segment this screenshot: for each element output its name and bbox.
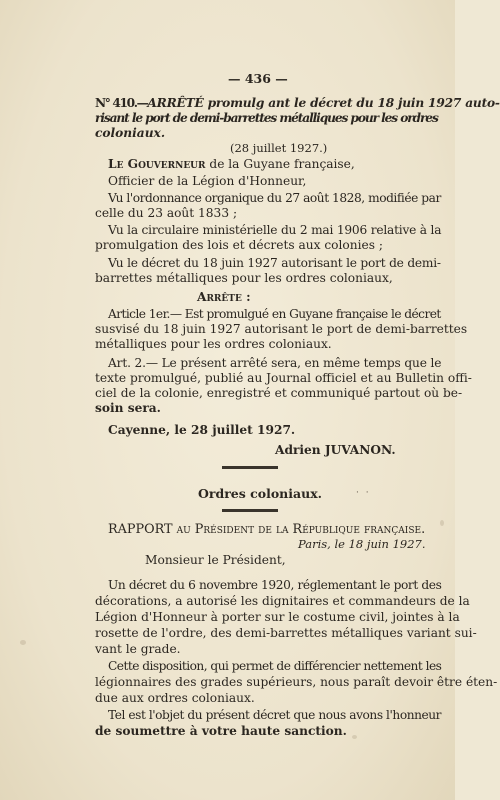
governor-label: Le Gouverneur <box>108 157 206 171</box>
paragraph-1-line-4: rosette de l'ordre, des demi-barrettes métalliques variant sui- <box>95 626 477 640</box>
salutation: Monsieur le Président, <box>145 553 286 567</box>
article-2-line-4: soin sera. <box>95 401 161 415</box>
paragraph-2-line-1: Cette disposition, qui permet de différencier nettement les <box>108 659 442 673</box>
page-number: — 436 — <box>228 71 288 86</box>
arrete-heading-line-3: coloniaux. <box>95 126 166 140</box>
vu-2-line-1: Vu la circulaire ministérielle du 2 mai 1906 relative à la <box>108 223 442 237</box>
paragraph-1-line-2: décorations, a autorisé les dignitaires et commandeurs de la <box>95 594 470 608</box>
paragraph-1-line-1: Un décret du 6 novembre 1920, réglementant le port des <box>108 578 442 592</box>
governor-line <box>108 157 355 172</box>
vu-3-line-1: Vu le décret du 18 juin 1927 autorisant le port de demi- <box>108 256 441 270</box>
separator-rule-2 <box>222 509 278 512</box>
arrete-heading-line-2: risant le port de demi-barrettes métalliques pour les ordres <box>95 111 438 125</box>
article-1-line-3: métalliques pour les ordres coloniaux. <box>95 337 332 351</box>
governor-rest: de la Guyane française, <box>209 157 355 171</box>
arrete-title-start: ARRÊTÉ promulg ant le décret du 18 juin 1927 auto- <box>147 96 500 110</box>
arrete-date: (28 juillet 1927.) <box>230 141 328 155</box>
vu-3-line-2: barrettes métalliques pour les ordres coloniaux, <box>95 271 393 285</box>
paper-spot <box>440 520 444 526</box>
paper-spot <box>352 735 357 739</box>
separator-rule-1 <box>222 466 278 469</box>
paragraph-3-line-1: Tel est l'objet du présent décret que nous avons l'honneur <box>108 708 442 722</box>
paragraph-2-line-3: due aux ordres coloniaux. <box>95 691 255 705</box>
vu-2-line-2: promulgation des lois et décrets aux colonies ; <box>95 238 383 252</box>
officer-line: Officier de la Légion d'Honneur, <box>108 174 307 188</box>
paragraph-1-line-3: Légion d'Honneur à porter sur le costume civil, jointes à la <box>95 610 460 624</box>
paper-spot <box>20 640 26 645</box>
paragraph-1-line-5: vant le grade. <box>95 642 181 656</box>
article-1-line-2: susvisé du 18 juin 1927 autorisant le port de demi-barrettes <box>95 322 468 336</box>
arrete-number: N° 410.— <box>95 96 148 110</box>
paragraph-2-line-2: légionnaires des grades supérieurs, nous paraît devoir être éten- <box>95 675 498 689</box>
paragraph-3-line-2: de soumettre à votre haute sanction. <box>95 724 347 738</box>
signature: Adrien JUVANON. <box>275 443 396 457</box>
ink-dots: · · <box>356 488 371 498</box>
article-2-line-2: texte promulgué, publié au Journal officiel et au Bulletin offi- <box>95 371 472 385</box>
vu-1-line-1: Vu l'ordonnance organique du 27 août 1828, modifiée par <box>108 191 441 205</box>
section-title: Ordres coloniaux. <box>198 486 323 501</box>
arrete-label: Arrête : <box>197 290 251 304</box>
article-2-line-1: Art. 2.— Le présent arrêté sera, en même temps que le <box>108 356 442 370</box>
rapport-date: Paris, le 18 juin 1927. <box>298 537 426 551</box>
arrete-heading-line-1 <box>95 96 500 111</box>
article-1-line-1: Article 1er.— Est promulgué en Guyane française le décret <box>108 307 441 321</box>
place-date: Cayenne, le 28 juillet 1927. <box>108 423 296 437</box>
vu-1-line-2: celle du 23 août 1833 ; <box>95 206 238 220</box>
rapport-heading: RAPPORT au Président de la République française. <box>108 522 426 537</box>
rapport-line <box>108 522 425 537</box>
article-2-line-3: ciel de la colonie, enregistré et communiqué partout où be- <box>95 386 463 400</box>
